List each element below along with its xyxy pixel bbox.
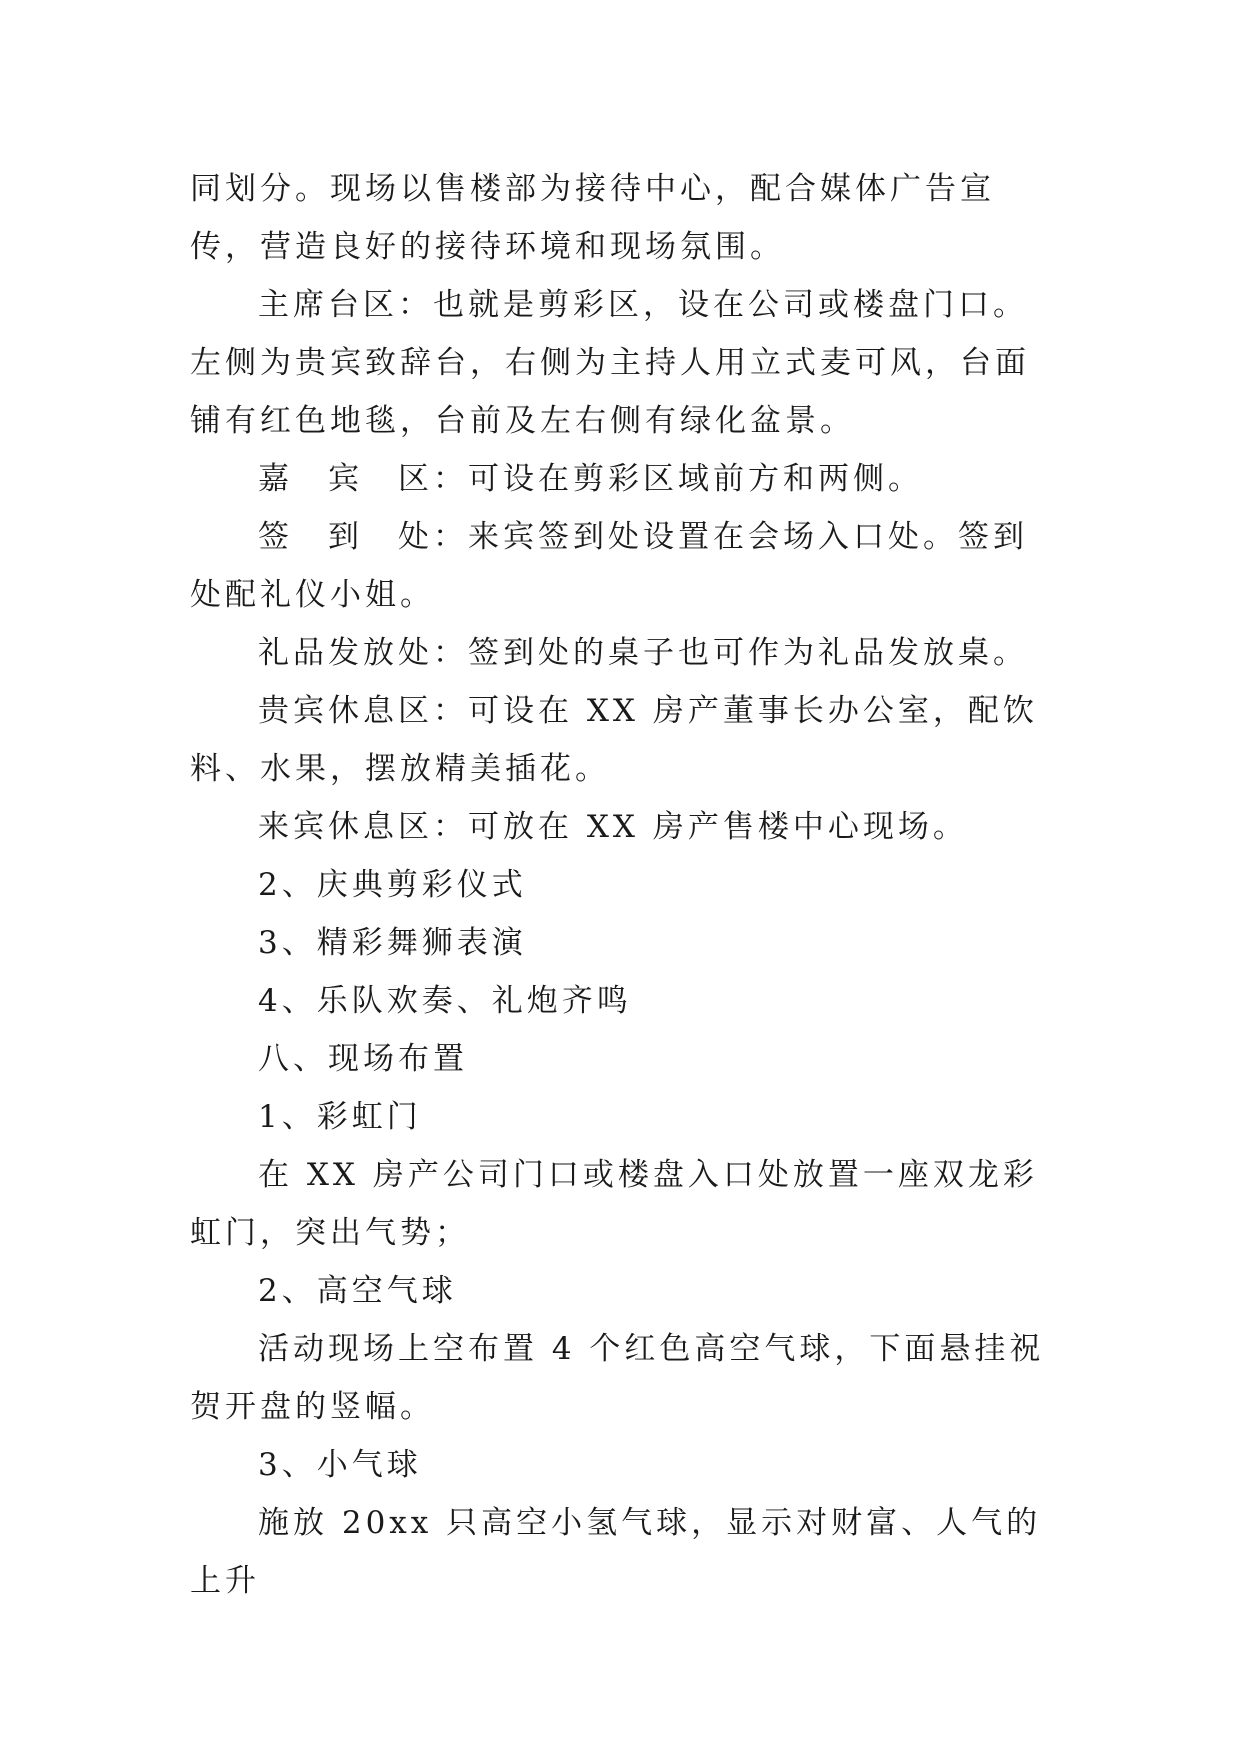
subheading-rainbow-arch: 1、彩虹门 <box>258 1099 422 1135</box>
document-body <box>190 160 1050 1610</box>
paragraph-small-balloons: 施放 20xx 只高空小氢气球，显示对财富、人气的上升 <box>190 1505 1042 1599</box>
paragraph-main-stage-area: 主席台区：也就是剪彩区，设在公司或楼盘门口。左侧为贵宾致辞台，右侧为主持人用立式麦可风，台面铺有红色地毯，台前及左右侧有绿化盆景。 <box>190 287 1030 439</box>
paragraph-guest-area: 嘉 宾 区：可设在剪彩区域前方和两侧。 <box>258 461 923 497</box>
paragraph-sign-in-desk: 签 到 处：来宾签到处设置在会场入口处。签到处配礼仪小姐。 <box>190 519 1028 613</box>
subheading-high-altitude-balloons: 2、高空气球 <box>258 1273 457 1309</box>
paragraph-guest-lounge: 来宾休息区：可放在 XX 房产售楼中心现场。 <box>258 809 968 845</box>
paragraph-high-altitude-balloons: 活动现场上空布置 4 个红色高空气球，下面悬挂祝贺开盘的竖幅。 <box>190 1331 1045 1425</box>
section-heading-venue-setup: 八、现场布置 <box>258 1041 468 1077</box>
list-item-lion-dance: 3、精彩舞狮表演 <box>258 925 527 961</box>
paragraph-gift-desk: 礼品发放处：签到处的桌子也可作为礼品发放桌。 <box>258 635 1028 671</box>
paragraph-rainbow-arch: 在 XX 房产公司门口或楼盘入口处放置一座双龙彩虹门，突出气势； <box>190 1157 1038 1251</box>
list-item-band-salute: 4、乐队欢奏、礼炮齐鸣 <box>258 983 632 1019</box>
paragraph-vip-lounge: 贵宾休息区：可设在 XX 房产董事长办公室，配饮料、水果，摆放精美插花。 <box>190 693 1038 787</box>
subheading-small-balloons: 3、小气球 <box>258 1447 422 1483</box>
list-item-ribbon-cutting: 2、庆典剪彩仪式 <box>258 867 527 903</box>
paragraph-intro-continuation: 同划分。现场以售楼部为接待中心，配合媒体广告宣传，营造良好的接待环境和现场氛围。 <box>190 171 995 265</box>
